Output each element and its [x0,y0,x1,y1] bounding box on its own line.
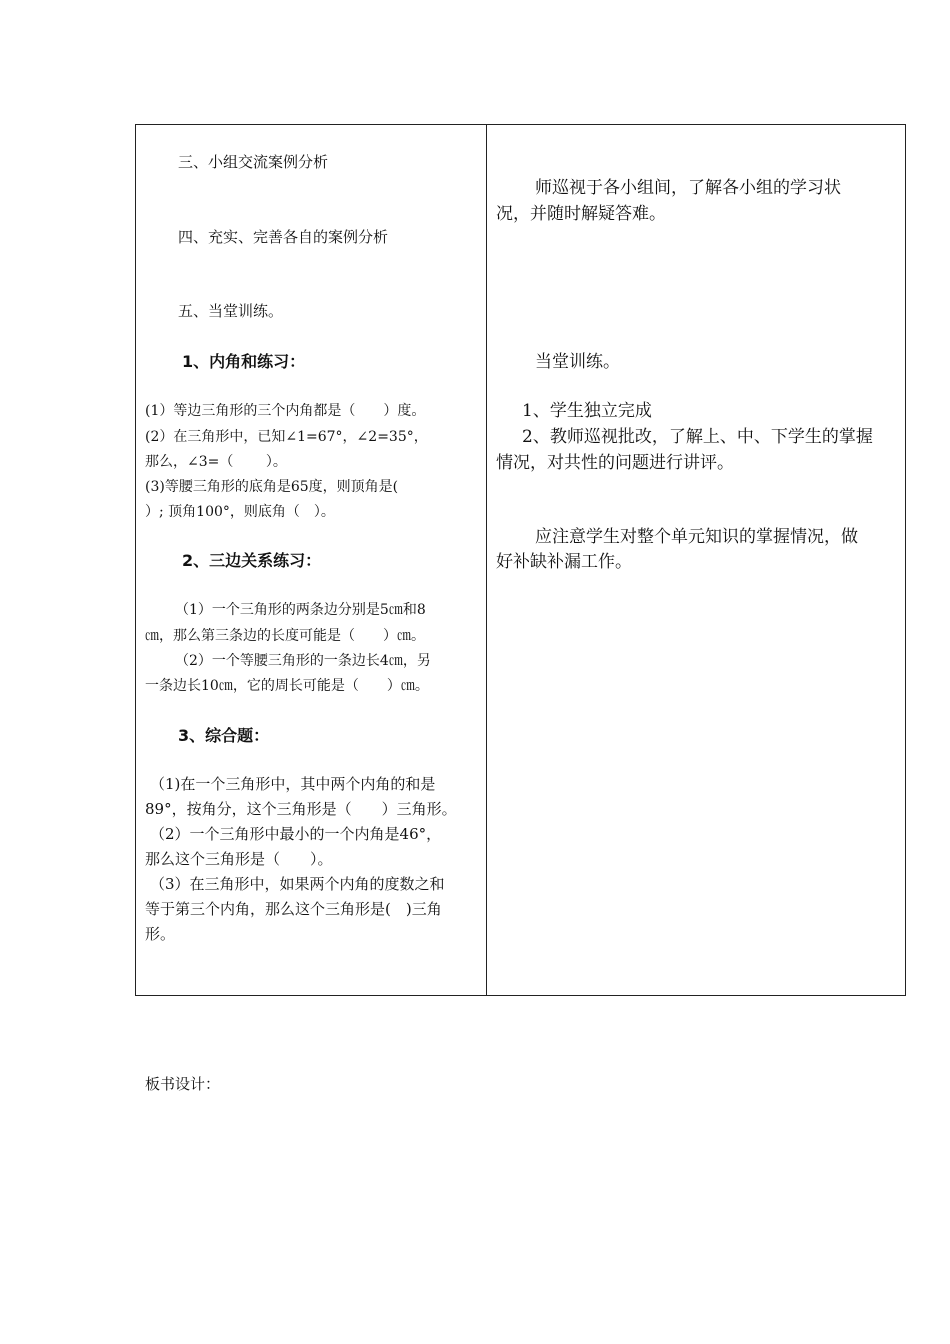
exercise-1-line: (1）等边三角形的三个内角都是（ ）度。 [145,403,426,419]
section-5-title: 五、当堂训练。 [178,302,284,320]
exercise-3-heading: 3、综合题： [178,726,270,745]
exercise-1-line: (3)等腰三角形的底角是65度，则顶角是( [145,479,399,495]
exercise-3-line: 那么这个三角形是（ ）。 [145,850,333,868]
exercise-2-line: 一条边长10㎝，它的周长可能是（ ）㎝。 [145,678,429,694]
training-line: 1、学生独立完成 [522,401,652,421]
training-line: 2、教师巡视批改，了解上、中、下学生的掌握 [522,427,873,447]
reminder-line: 应注意学生对整个单元知识的掌握情况，做 [535,527,858,547]
exercise-3-line: （2）一个三角形中最小的一个内角是46°， [150,825,442,843]
exercise-2-line: （1）一个三角形的两条边分别是5㎝和8 [175,602,426,618]
exercise-1-line: ）; 顶角100°，则底角（ ）。 [145,504,335,520]
teacher-note-line: 师巡视于各小组间，了解各小组的学习状 [535,178,841,198]
training-line: 情况，对共性的问题进行讲评。 [496,453,734,473]
exercise-1-line: 那么，∠3=（ ）。 [145,454,287,470]
exercise-2-heading: 2、三边关系练习： [182,551,322,570]
section-4-title: 四、充实、完善各自的案例分析 [178,228,389,246]
exercise-3-line: 形。 [145,925,176,943]
exercise-2-line: （2）一个等腰三角形的一条边长4㎝，另 [175,653,431,669]
exercise-3-line: 等于第三个内角，那么这个三角形是( )三角 [145,900,442,918]
reminder-line: 好补缺补漏工作。 [496,552,632,572]
exercise-1-heading: 1、内角和练习： [182,352,306,371]
exercise-3-line: （3）在三角形中，如果两个内角的度数之和 [150,875,445,893]
exercise-3-line: （1)在一个三角形中，其中两个内角的和是 [150,775,436,793]
exercise-2-line: ㎝，那么第三条边的长度可能是（ ）㎝。 [145,628,425,644]
exercise-3-line: 89°，按角分，这个三角形是（ ）三角形。 [145,800,457,818]
section-3-title: 三、小组交流案例分析 [178,153,329,171]
board-design-label: 板书设计： [145,1075,221,1093]
training-title: 当堂训练。 [535,352,620,372]
exercise-1-line: (2）在三角形中，已知∠1=67°，∠2=35°， [145,429,428,445]
column-divider [486,124,487,996]
teacher-note-line: 况，并随时解疑答难。 [496,204,666,224]
